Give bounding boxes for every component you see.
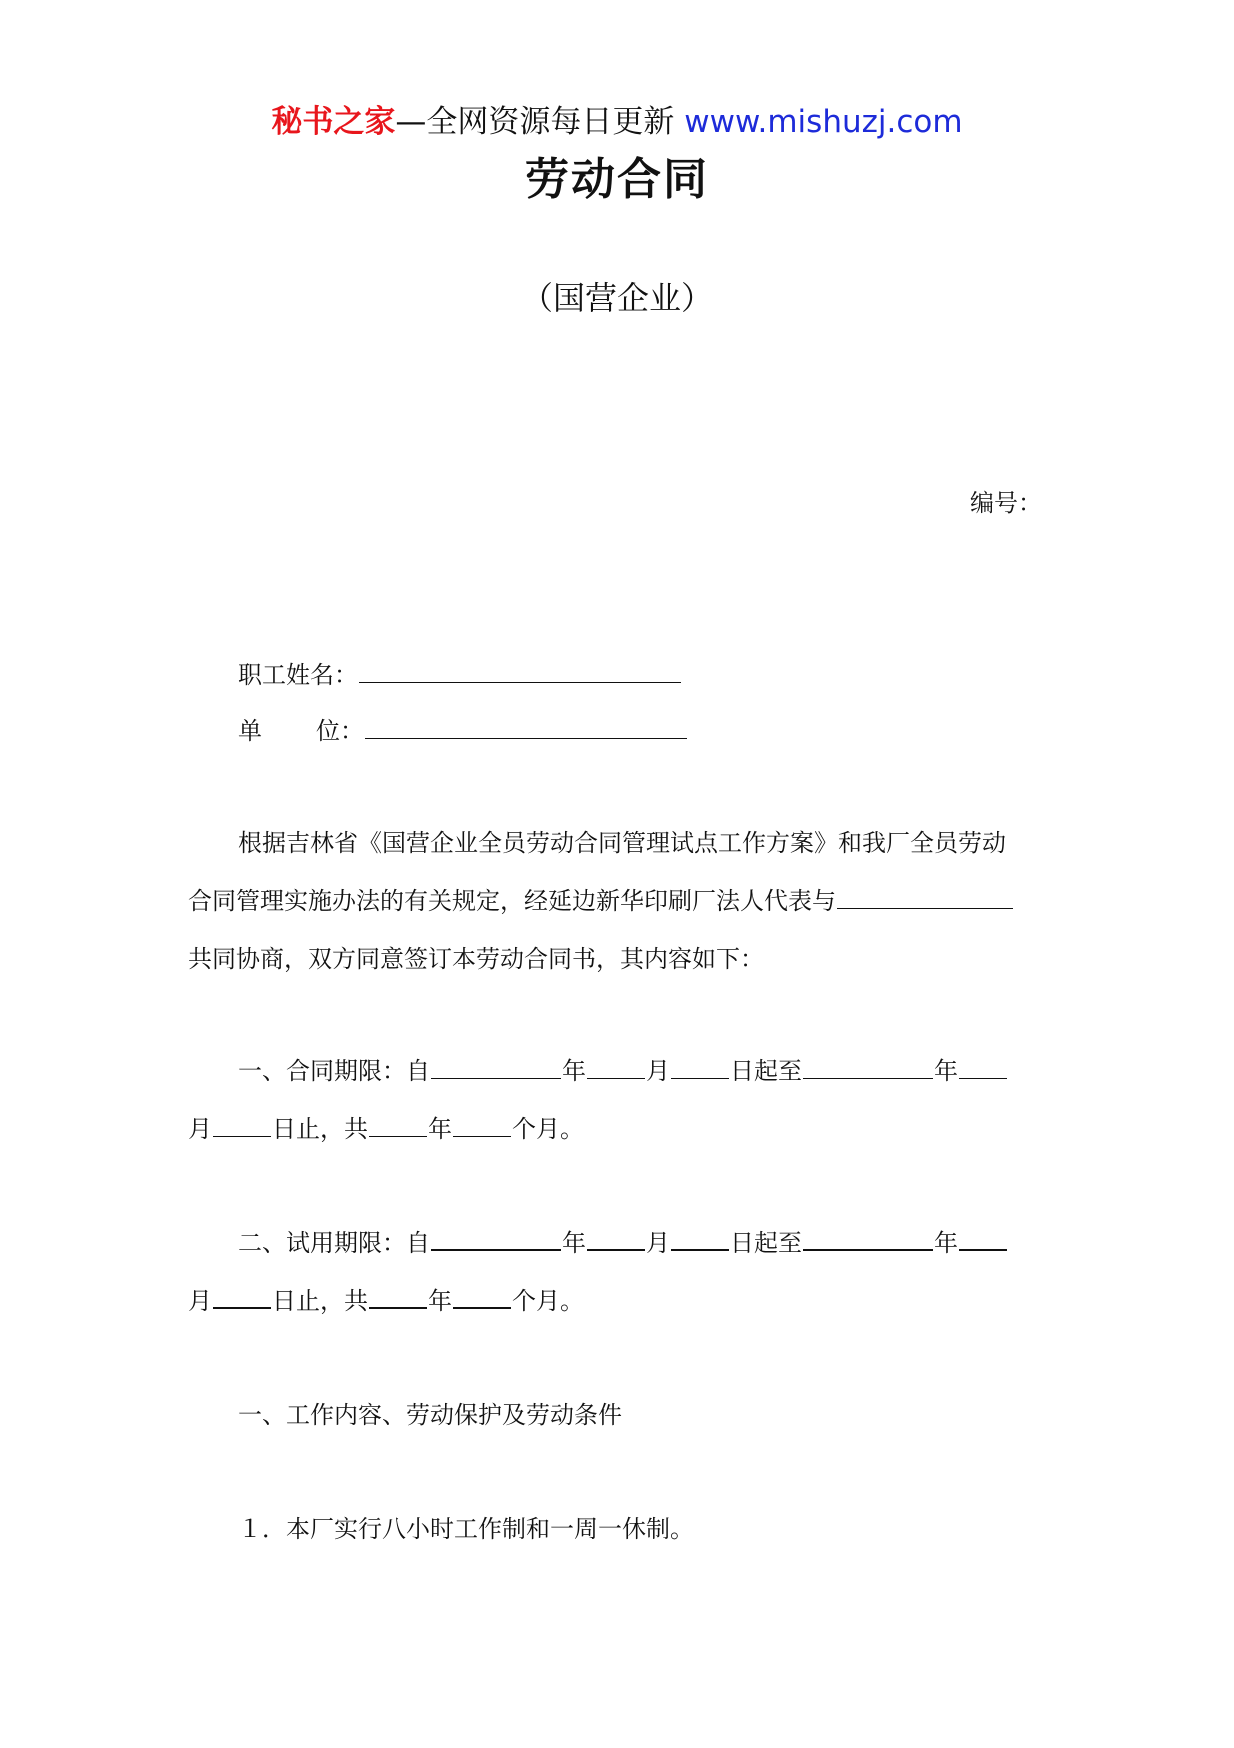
- clause-1: １．本厂实行八小时工作制和一周一休制。: [238, 1515, 694, 1543]
- contract-term-line-1: [238, 1054, 1008, 1088]
- contract-end-year-unit: 年: [934, 1057, 958, 1085]
- intro-line-3: 共同协商，双方同意签订本劳动合同书，其内容如下：: [188, 945, 764, 973]
- probation-total-months-unit: 个月。: [512, 1287, 584, 1315]
- document-title: 劳动合同: [525, 154, 709, 205]
- contract-total-months-blank: [453, 1114, 511, 1137]
- contract-total-years-unit: 年: [428, 1115, 452, 1143]
- contract-end-day-unit: 日止，共: [272, 1115, 368, 1143]
- probation-end-year-blank: [803, 1227, 933, 1251]
- brand-name: 秘书之家: [271, 104, 396, 140]
- serial-number-label: 编号：: [970, 489, 1042, 517]
- site-header: [0, 100, 1234, 144]
- contract-end-day-blank: [213, 1114, 271, 1137]
- intro-line-2: [188, 884, 1014, 918]
- section-heading: 一、工作内容、劳动保护及劳动条件: [238, 1401, 622, 1429]
- probation-end-month-blank: [959, 1227, 1007, 1251]
- header-slogan: —全网资源每日更新: [395, 104, 675, 140]
- employee-name-label: 职工姓名：: [238, 661, 358, 689]
- contract-total-years-blank: [369, 1114, 427, 1137]
- site-url-link[interactable]: www.mishuzj.com: [684, 104, 963, 140]
- probation-start-month-unit: 月: [646, 1229, 670, 1257]
- probation-start-year-unit: 年: [562, 1229, 586, 1257]
- contract-start-month-unit: 月: [646, 1057, 670, 1085]
- employee-name-row: [238, 658, 682, 692]
- probation-term-prefix: 二、试用期限：自: [238, 1229, 430, 1257]
- unit-label-left: 单: [238, 717, 262, 745]
- contract-total-months-unit: 个月。: [512, 1115, 584, 1143]
- contract-start-day-unit: 日起至: [730, 1057, 802, 1085]
- probation-end-day-blank: [213, 1285, 271, 1309]
- unit-blank: [365, 716, 687, 739]
- probation-start-day-blank: [671, 1227, 729, 1251]
- employee-name-blank: [359, 660, 681, 683]
- probation-start-year-blank: [431, 1227, 561, 1251]
- intro-line-2-text: 合同管理实施办法的有关规定，经延边新华印刷厂法人代表与: [188, 887, 836, 915]
- contract-end-month-blank: [959, 1056, 1007, 1079]
- legal-rep-blank: [837, 886, 1013, 909]
- unit-label-right: 位：: [316, 717, 364, 745]
- probation-term-line-2: [188, 1284, 584, 1318]
- contract-start-year-blank: [431, 1056, 561, 1079]
- probation-total-years-blank: [369, 1285, 427, 1309]
- probation-term-line-1: [238, 1226, 1008, 1260]
- unit-row: [238, 714, 688, 748]
- probation-start-day-unit: 日起至: [730, 1229, 802, 1257]
- probation-end-month-unit: 月: [188, 1287, 212, 1315]
- probation-total-months-blank: [453, 1285, 511, 1309]
- probation-total-years-unit: 年: [428, 1287, 452, 1315]
- probation-end-year-unit: 年: [934, 1229, 958, 1257]
- contract-start-day-blank: [671, 1056, 729, 1079]
- contract-term-line-2: [188, 1112, 584, 1146]
- contract-end-month-unit: 月: [188, 1115, 212, 1143]
- probation-end-day-unit: 日止，共: [272, 1287, 368, 1315]
- intro-line-1: 根据吉林省《国营企业全员劳动合同管理试点工作方案》和我厂全员劳动: [238, 829, 1006, 857]
- probation-start-month-blank: [587, 1227, 645, 1251]
- contract-start-month-blank: [587, 1056, 645, 1079]
- contract-term-prefix: 一、合同期限：自: [238, 1057, 430, 1085]
- contract-end-year-blank: [803, 1056, 933, 1079]
- contract-start-year-unit: 年: [562, 1057, 586, 1085]
- document-subtitle: （国营企业）: [520, 279, 713, 317]
